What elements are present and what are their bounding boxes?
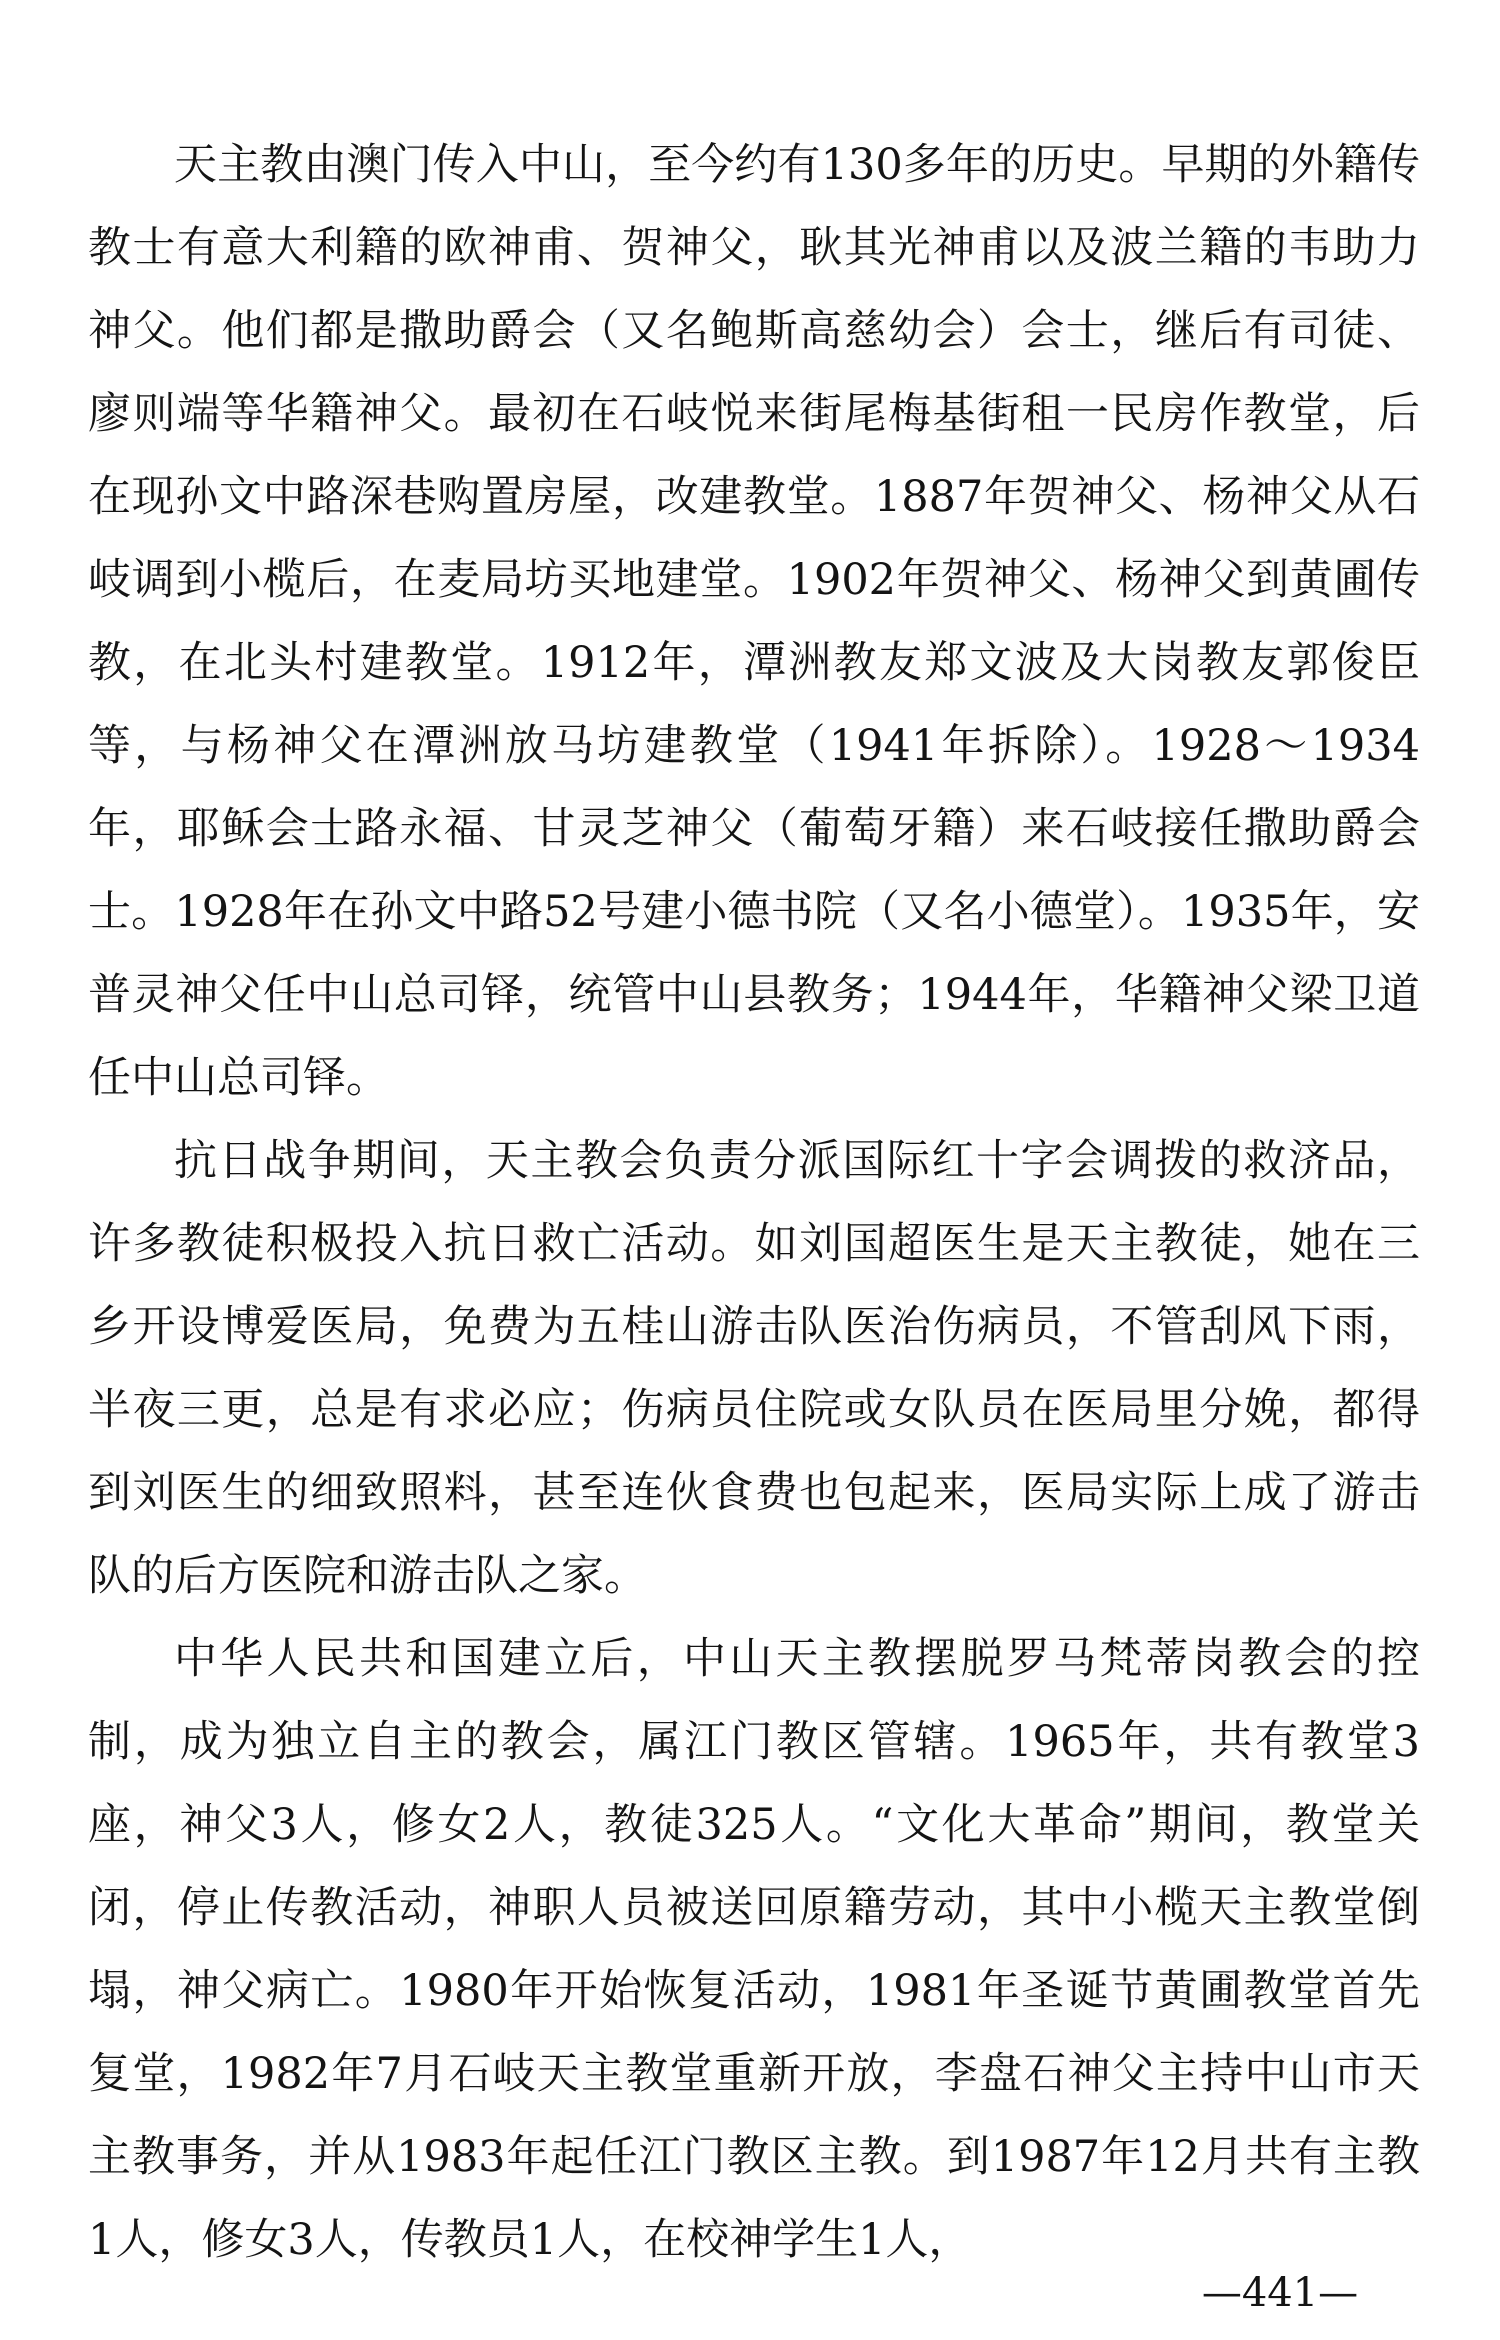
paragraph-post-1949: 中华人民共和国建立后，中山天主教摆脱罗马梵蒂岗教会的控制，成为独立自主的教会，属江门教区管辖。1965年，共有教堂3座，神父3人，修女2人，教徒325人。“文化大革命”期间，教堂关闭，停止传教活动，神职人员被送回原籍劳动，其中小榄天主教堂倒塌，神父病亡。1980年开始恢复活动，1981年圣诞节黄圃教堂首先复堂，1982年7月石岐天主教堂重新开放，李盘石神父主持中山市天主教事务，并从1983年起任江门教区主教。到1987年12月共有主教1人，修女3人，传教员1人，在校神学生1人， bbox=[88, 1634, 1420, 2265]
paragraph-war-period: 抗日战争期间，天主教会负责分派国际红十字会调拨的救济品，许多教徒积极投入抗日救亡活动。如刘国超医生是天主教徒，她在三乡开设博爱医局，免费为五桂山游击队医治伤病员，不管刮风下雨，半夜三更，总是有求必应；伤病员住院或女队员在医局里分娩，都得到刘医生的细致照料，甚至连伙食费也包起来，医局实际上成了游击队的后方医院和游击队之家。 bbox=[88, 1136, 1420, 1601]
body-text bbox=[88, 124, 1420, 2282]
paragraph-catholic-history: 天主教由澳门传入中山，至今约有130多年的历史。早期的外籍传教士有意大利籍的欧神甫、贺神父，耿其光神甫以及波兰籍的韦助力神父。他们都是撒助爵会（又名鲍斯高慈幼会）会士，继后有司徒、廖则端等华籍神父。最初在石岐悦来街尾梅基街租一民房作教堂，后在现孙文中路深巷购置房屋，改建教堂。1887年贺神父、杨神父从石岐调到小榄后，在麦局坊买地建堂。1902年贺神父、杨神父到黄圃传教，在北头村建教堂。1912年，潭洲教友郑文波及大岗教友郭俊臣等，与杨神父在潭洲放马坊建教堂（1941年拆除）。1928～1934年，耶稣会士路永福、甘灵芝神父（葡萄牙籍）来石岐接任撒助爵会士。1928年在孙文中路52号建小德书院（又名小德堂）。1935年，安普灵神父任中山总司铎，统管中山县教务；1944年，华籍神父梁卫道任中山总司铎。 bbox=[88, 140, 1420, 1103]
page-number: —441— bbox=[1201, 2270, 1359, 2316]
